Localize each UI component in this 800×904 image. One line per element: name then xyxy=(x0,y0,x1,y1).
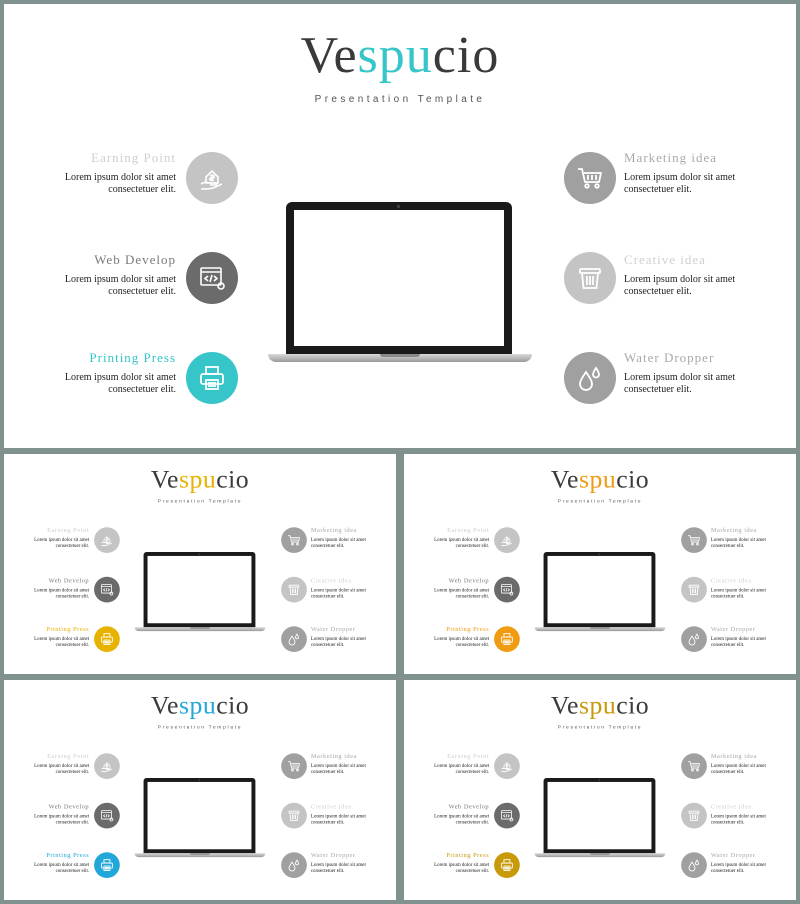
item-desc: Lorem ipsum dolor sit amet consectetuer elit. xyxy=(710,537,766,549)
code-window-circle xyxy=(494,803,520,829)
item-desc: Lorem ipsum dolor sit amet consectetuer elit. xyxy=(434,537,490,549)
item-water xyxy=(311,625,396,648)
item-marketing xyxy=(311,752,396,775)
item-water xyxy=(711,851,796,874)
slide-subtitle: Presentation Template xyxy=(314,94,486,105)
money-hand-icon xyxy=(500,533,515,548)
water-drops-circle xyxy=(281,852,307,878)
item-desc: Lorem ipsum dolor sit amet consectetuer elit. xyxy=(710,636,766,648)
item-label: Web Develop xyxy=(448,576,490,585)
laptop-screen xyxy=(148,556,252,623)
item-label: Water Dropper xyxy=(710,851,756,859)
item-marketing xyxy=(624,150,796,196)
slide-orange[interactable] xyxy=(404,454,796,674)
item-creative xyxy=(711,577,796,600)
cart-circle xyxy=(681,753,707,779)
camera-dot xyxy=(397,205,400,208)
money-hand-circle xyxy=(186,152,238,204)
item-desc: Lorem ipsum dolor sit amet consectetuer elit. xyxy=(434,587,490,600)
item-label: Creative idea xyxy=(710,576,752,585)
item-desc: Lorem ipsum dolor sit amet consectetuer elit. xyxy=(34,587,90,600)
laptop-screen xyxy=(548,556,652,623)
laptop-mockup xyxy=(268,202,532,366)
item-label: Web Develop xyxy=(48,802,90,811)
cart-icon xyxy=(687,759,702,774)
item-desc: Lorem ipsum dolor sit amet consectetuer elit. xyxy=(64,372,176,395)
code-window-circle xyxy=(494,577,520,603)
item-label: Water Dropper xyxy=(310,851,356,859)
item-desc: Lorem ipsum dolor sit amet consectetuer elit. xyxy=(34,813,90,826)
item-earning xyxy=(4,150,176,196)
printer-circle xyxy=(494,626,520,652)
cart-icon xyxy=(687,533,702,548)
item-label: Printing Press xyxy=(446,851,490,859)
water-drops-circle xyxy=(281,626,307,652)
camera-dot xyxy=(198,779,199,780)
item-label: Earning Point xyxy=(447,752,490,760)
item-label: Marketing idea xyxy=(624,150,718,165)
water-drops-circle xyxy=(564,352,616,404)
trash-circle xyxy=(564,252,616,304)
slide-title: Vespucio xyxy=(550,465,650,494)
slide-title: Vespucio xyxy=(550,691,650,720)
slide-gold[interactable] xyxy=(404,680,796,900)
money-hand-icon xyxy=(197,163,227,193)
slide-title: Vespucio xyxy=(300,27,500,84)
laptop-lid xyxy=(144,778,256,853)
trash-icon xyxy=(687,582,702,597)
code-window-circle xyxy=(94,803,120,829)
printer-icon xyxy=(100,858,115,873)
item-desc: Lorem ipsum dolor sit amet consectetuer elit. xyxy=(434,763,490,775)
trash-icon xyxy=(287,582,302,597)
water-drops-icon xyxy=(287,632,302,647)
code-window-circle xyxy=(94,577,120,603)
item-label: Water Dropper xyxy=(310,625,356,633)
item-creative xyxy=(711,803,796,826)
code-window-icon xyxy=(100,582,115,597)
item-marketing xyxy=(711,526,796,549)
laptop-notch xyxy=(190,627,210,628)
water-drops-circle xyxy=(681,852,707,878)
laptop-lid xyxy=(286,202,512,354)
item-desc: Lorem ipsum dolor sit amet consectetuer elit. xyxy=(710,587,766,600)
laptop-notch xyxy=(380,354,420,357)
trash-icon xyxy=(687,808,702,823)
trash-circle xyxy=(681,577,707,603)
item-label: Printing Press xyxy=(446,625,490,633)
money-hand-circle xyxy=(94,527,120,553)
code-window-icon xyxy=(500,582,515,597)
item-desc: Lorem ipsum dolor sit amet consectetuer elit. xyxy=(624,172,736,195)
item-marketing xyxy=(311,526,396,549)
money-hand-icon xyxy=(100,533,115,548)
laptop-mockup xyxy=(535,778,666,859)
camera-dot xyxy=(198,553,199,554)
item-label: Water Dropper xyxy=(710,625,756,633)
printer-circle xyxy=(494,852,520,878)
laptop-mockup xyxy=(135,552,266,633)
printer-icon xyxy=(500,632,515,647)
item-label: Creative idea xyxy=(310,576,352,585)
slide-title: Vespucio xyxy=(150,691,250,720)
item-desc: Lorem ipsum dolor sit amet consectetuer elit. xyxy=(310,862,366,874)
item-web xyxy=(4,252,176,298)
item-label: Marketing idea xyxy=(710,526,757,534)
cart-circle xyxy=(564,152,616,204)
item-label: Water Dropper xyxy=(624,350,715,365)
item-desc: Lorem ipsum dolor sit amet consectetuer elit. xyxy=(710,763,766,775)
item-desc: Lorem ipsum dolor sit amet consectetuer elit. xyxy=(434,636,490,648)
item-label: Earning Point xyxy=(447,526,490,534)
item-label: Web Develop xyxy=(48,576,90,585)
item-desc: Lorem ipsum dolor sit amet consectetuer elit. xyxy=(310,763,366,775)
item-earning xyxy=(4,526,89,549)
item-creative xyxy=(311,803,396,826)
item-desc: Lorem ipsum dolor sit amet consectetuer elit. xyxy=(64,172,176,195)
item-label: Printing Press xyxy=(46,851,90,859)
laptop-notch xyxy=(590,627,610,628)
money-hand-icon xyxy=(100,759,115,774)
cart-icon xyxy=(287,533,302,548)
printer-icon xyxy=(500,858,515,873)
item-water xyxy=(624,350,796,396)
item-desc: Lorem ipsum dolor sit amet consectetuer elit. xyxy=(710,813,766,826)
item-desc: Lorem ipsum dolor sit amet consectetuer elit. xyxy=(310,636,366,648)
printer-circle xyxy=(186,352,238,404)
slide-subtitle: Presentation Template xyxy=(557,498,643,504)
item-printing xyxy=(404,625,489,648)
item-label: Marketing idea xyxy=(310,526,357,534)
item-label: Earning Point xyxy=(47,752,90,760)
printer-circle xyxy=(94,626,120,652)
item-earning xyxy=(404,526,489,549)
item-creative xyxy=(624,252,796,298)
item-label: Creative idea xyxy=(310,802,352,811)
trash-circle xyxy=(281,803,307,829)
laptop-lid xyxy=(144,552,256,627)
item-printing xyxy=(4,350,176,396)
item-creative xyxy=(311,577,396,600)
money-hand-circle xyxy=(494,753,520,779)
money-hand-circle xyxy=(494,527,520,553)
item-label: Web Develop xyxy=(448,802,490,811)
item-desc: Lorem ipsum dolor sit amet consectetuer elit. xyxy=(310,813,366,826)
slide-title: Vespucio xyxy=(150,465,250,494)
item-label: Marketing idea xyxy=(710,752,757,760)
item-desc: Lorem ipsum dolor sit amet consectetuer elit. xyxy=(34,862,90,874)
printer-icon xyxy=(100,632,115,647)
water-drops-icon xyxy=(687,632,702,647)
laptop-lid xyxy=(544,778,656,853)
item-desc: Lorem ipsum dolor sit amet consectetuer elit. xyxy=(434,862,490,874)
slide-yellow[interactable] xyxy=(4,454,396,674)
laptop-notch xyxy=(590,853,610,854)
code-window-circle xyxy=(186,252,238,304)
laptop-screen xyxy=(294,210,504,346)
item-label: Creative idea xyxy=(710,802,752,811)
code-window-icon xyxy=(197,263,227,293)
item-web xyxy=(4,577,89,600)
item-earning xyxy=(404,752,489,775)
water-drops-icon xyxy=(687,858,702,873)
item-label: Marketing idea xyxy=(310,752,357,760)
camera-dot xyxy=(598,553,599,554)
slide-subtitle: Presentation Template xyxy=(157,724,243,730)
trash-circle xyxy=(681,803,707,829)
code-window-icon xyxy=(500,808,515,823)
trash-circle xyxy=(281,577,307,603)
printer-icon xyxy=(197,363,227,393)
item-desc: Lorem ipsum dolor sit amet consectetuer elit. xyxy=(34,763,90,775)
item-label: Web Develop xyxy=(94,252,176,267)
money-hand-circle xyxy=(94,753,120,779)
item-desc: Lorem ipsum dolor sit amet consectetuer elit. xyxy=(434,813,490,826)
laptop-lid xyxy=(544,552,656,627)
item-water xyxy=(711,625,796,648)
item-desc: Lorem ipsum dolor sit amet consectetuer elit. xyxy=(34,537,90,549)
money-hand-icon xyxy=(500,759,515,774)
item-earning xyxy=(4,752,89,775)
laptop-screen xyxy=(548,782,652,849)
cart-icon xyxy=(287,759,302,774)
slide-subtitle: Presentation Template xyxy=(557,724,643,730)
item-label: Printing Press xyxy=(46,625,90,633)
slide-subtitle: Presentation Template xyxy=(157,498,243,504)
item-label: Earning Point xyxy=(47,526,90,534)
item-label: Creative idea xyxy=(624,252,706,267)
item-water xyxy=(311,851,396,874)
item-web xyxy=(404,577,489,600)
laptop-mockup xyxy=(135,778,266,859)
item-desc: Lorem ipsum dolor sit amet consectetuer elit. xyxy=(34,636,90,648)
camera-dot xyxy=(598,779,599,780)
slide-big[interactable] xyxy=(4,4,796,448)
item-label: Earning Point xyxy=(91,150,176,165)
water-drops-icon xyxy=(287,858,302,873)
item-marketing xyxy=(711,752,796,775)
item-desc: Lorem ipsum dolor sit amet consectetuer elit. xyxy=(710,862,766,874)
item-label: Printing Press xyxy=(89,350,176,365)
cart-circle xyxy=(681,527,707,553)
cart-icon xyxy=(575,163,605,193)
item-desc: Lorem ipsum dolor sit amet consectetuer elit. xyxy=(624,372,736,395)
item-printing xyxy=(4,625,89,648)
item-printing xyxy=(404,851,489,874)
item-web xyxy=(404,803,489,826)
item-desc: Lorem ipsum dolor sit amet consectetuer elit. xyxy=(310,537,366,549)
water-drops-icon xyxy=(575,363,605,393)
trash-icon xyxy=(575,263,605,293)
code-window-icon xyxy=(100,808,115,823)
printer-circle xyxy=(94,852,120,878)
water-drops-circle xyxy=(681,626,707,652)
laptop-mockup xyxy=(535,552,666,633)
laptop-screen xyxy=(148,782,252,849)
cart-circle xyxy=(281,753,307,779)
cart-circle xyxy=(281,527,307,553)
laptop-notch xyxy=(190,853,210,854)
item-desc: Lorem ipsum dolor sit amet consectetuer elit. xyxy=(64,274,176,297)
item-desc: Lorem ipsum dolor sit amet consectetuer elit. xyxy=(624,274,736,297)
trash-icon xyxy=(287,808,302,823)
item-printing xyxy=(4,851,89,874)
item-web xyxy=(4,803,89,826)
slide-blue[interactable] xyxy=(4,680,396,900)
item-desc: Lorem ipsum dolor sit amet consectetuer elit. xyxy=(310,587,366,600)
